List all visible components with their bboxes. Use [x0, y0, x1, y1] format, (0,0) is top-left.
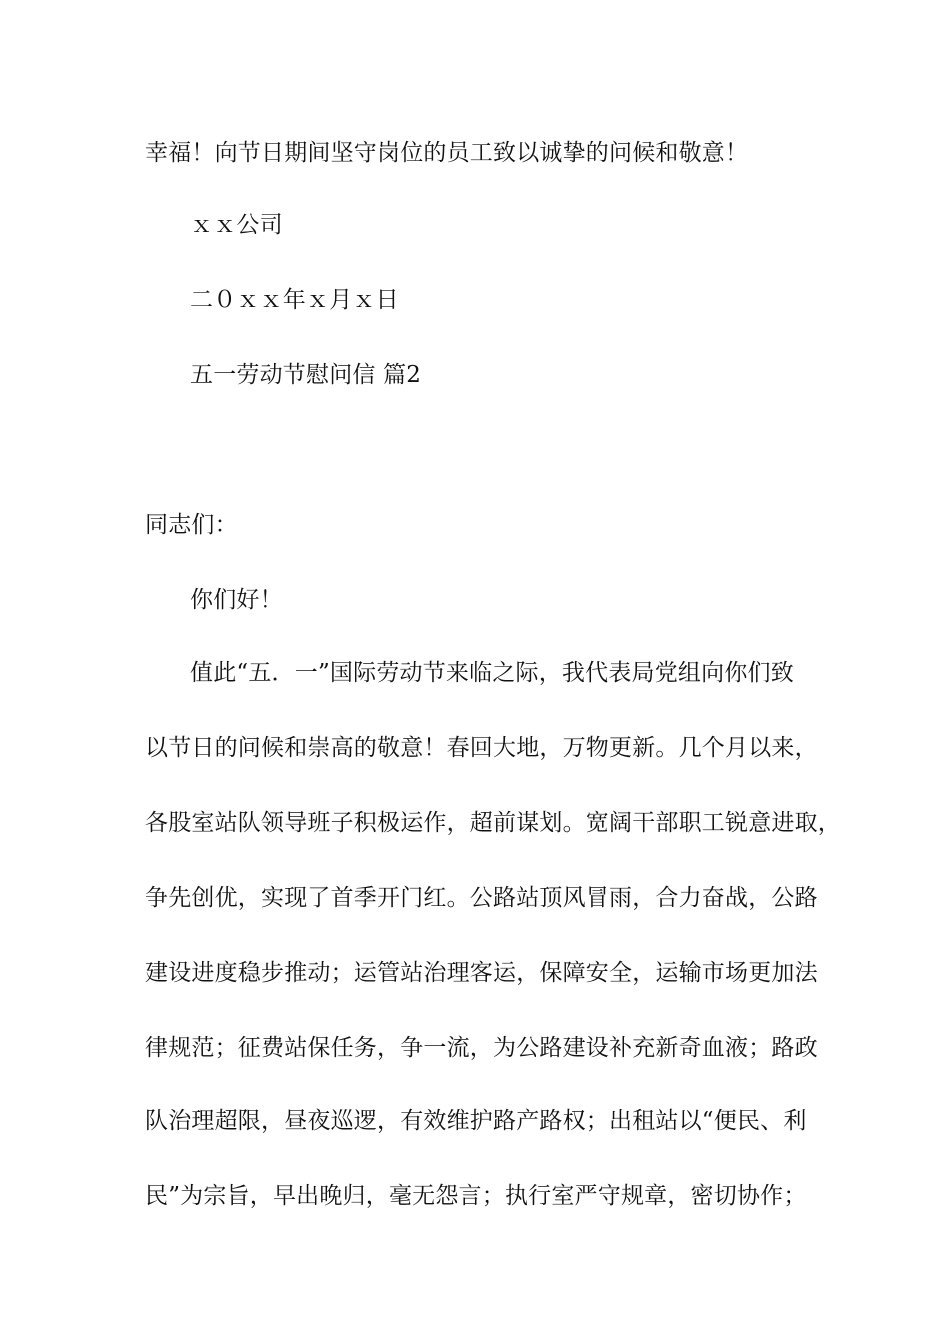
salutation: 同志们： — [145, 512, 238, 538]
text-line: 幸福！向节日期间坚守岗位的员工致以诚挚的问候和敬意！ — [145, 140, 749, 166]
paragraph-line: 建设进度稳步推动；运管站治理客运，保障安全，运输市场更加法 — [145, 960, 818, 986]
company-signature: ｘｘ公司 — [190, 212, 283, 238]
paragraph-line: 值此“五．一”国际劳动节来临之际，我代表局党组向你们致 — [190, 660, 794, 686]
paragraph-line: 各股室站队领导班子积极运作，超前谋划。宽阔干部职工锐意进取， — [145, 810, 841, 836]
paragraph-line: 队治理超限，昼夜巡逻，有效维护路产路权；出租站以“便民、利 — [145, 1108, 807, 1134]
paragraph-line: 争先创优，实现了首季开门红。公路站顶风冒雨，合力奋战，公路 — [145, 885, 818, 911]
paragraph-line: 民”为宗旨，早出晚归，毫无怨言；执行室严守规章，密切协作； — [145, 1183, 807, 1209]
paragraph-line: 以节日的问候和崇高的敬意！春回大地，万物更新。几个月以来， — [145, 735, 818, 761]
paragraph-line: 律规范；征费站保任务，争一流，为公路建设补充新奇血液；路政 — [145, 1035, 818, 1061]
section-heading: 五一劳动节慰问信 篇2 — [190, 362, 422, 388]
greeting: 你们好！ — [190, 587, 283, 613]
date-line: 二０ｘｘ年ｘ月ｘ日 — [190, 287, 399, 313]
